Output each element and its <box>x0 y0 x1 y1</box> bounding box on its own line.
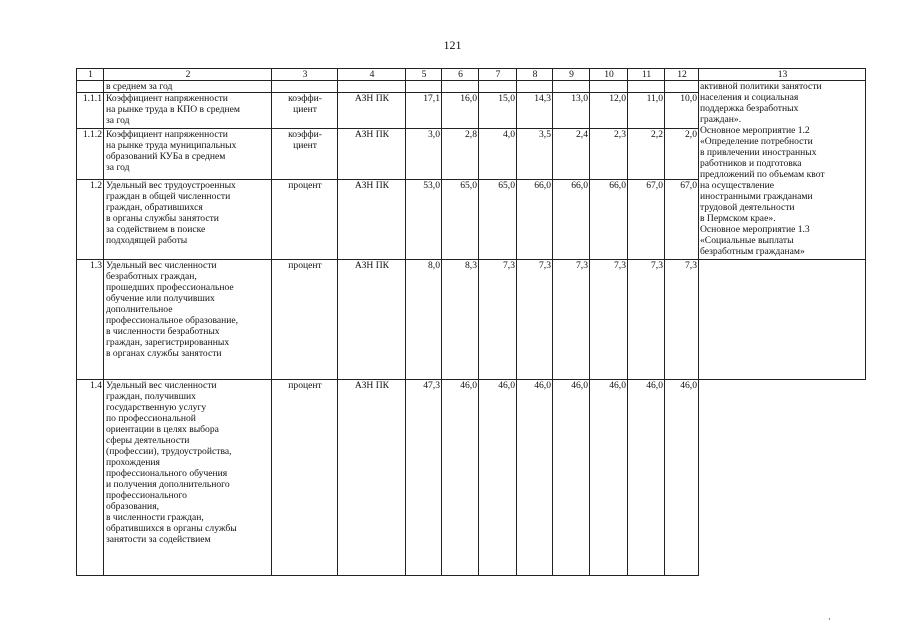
event-line: Основное мероприятие 1.2 <box>700 125 810 136</box>
event-line: активной политики занятости <box>700 81 822 92</box>
value-cell: 2,8 <box>442 129 479 180</box>
event-line: иностранными гражданами <box>700 191 813 202</box>
value-cell: 46,0 <box>590 380 628 576</box>
value-cell: 13,0 <box>553 93 590 129</box>
value-cell: 2,0 <box>665 129 699 180</box>
unit: коэффи- циент <box>272 129 338 180</box>
event-line: Основное мероприятие 1.3 <box>700 224 810 235</box>
value-cell: 8,3 <box>442 260 479 380</box>
indicators-table <box>76 68 866 576</box>
value-cell: 15,0 <box>479 93 517 129</box>
column-header: 6 <box>442 69 479 81</box>
event-line: на осуществление <box>700 180 775 191</box>
source: АЗН ПК <box>338 260 406 380</box>
indicator-name: Коэффициент напряженности на рынке труда в КПО в среднем за год <box>104 93 272 129</box>
source: АЗН ПК <box>338 180 406 260</box>
indicator-name: Удельный вес численности граждан, получивших государственную услугу по профессиональной ориентации в целях выбора сферы деятельности (профессии), трудоустройства, прохождения профессионального обучения и получения дополнительного профессионального образования, в численности граждан, обратившихся в органы службы занятости за содействием <box>104 380 272 576</box>
value-cell: 53,0 <box>406 180 442 260</box>
event-line: граждан». <box>700 114 742 125</box>
event-line: работников и подготовка <box>700 158 802 169</box>
event-line: в привлечении иностранных <box>700 147 817 158</box>
value-cell: 3,0 <box>406 129 442 180</box>
page-number: 121 <box>443 38 462 52</box>
indicator-name: Удельный вес трудоустроенных граждан в общей численности граждан, обратившихся в органы службы занятости за содействием в поиске подходящей работы <box>104 180 272 260</box>
value-cell: 11,0 <box>628 93 665 129</box>
value-cell: 10,0 <box>665 93 699 129</box>
table-row <box>77 260 866 380</box>
column-number-row <box>77 69 866 81</box>
table-row <box>77 380 866 576</box>
event-line: поддержка безработных <box>700 103 799 114</box>
column-header: 7 <box>479 69 517 81</box>
value-cell: 16,0 <box>442 93 479 129</box>
indicator-name: Удельный вес численности безработных граждан, прошедших профессиональное обучение или получивших дополнительное профессиональное образование, в численности безработных граждан, зарегистрированных в органах службы занятости <box>104 260 272 380</box>
value-cell: 67,0 <box>628 180 665 260</box>
event-line: в Пермском крае». <box>700 213 776 224</box>
value-cell: 12,0 <box>590 93 628 129</box>
value-cell: 2,3 <box>590 129 628 180</box>
source: АЗН ПК <box>338 93 406 129</box>
value-cell: 46,0 <box>553 380 590 576</box>
value-cell: 17,1 <box>406 93 442 129</box>
event-line: безработным гражданам» <box>700 246 805 257</box>
table-row <box>77 81 866 93</box>
row-number: 1.1.1 <box>77 93 104 129</box>
indicator-name: Коэффициент напряженности на рынке труда муниципальных образований КУБа в среднем за год <box>104 129 272 180</box>
value-cell: 7,3 <box>628 260 665 380</box>
event-line: населения и социальная <box>700 92 799 103</box>
value-cell: 2,4 <box>553 129 590 180</box>
value-cell: 3,5 <box>517 129 553 180</box>
value-cell: 7,3 <box>479 260 517 380</box>
source: АЗН ПК <box>338 129 406 180</box>
row-number: 1.4 <box>77 380 104 576</box>
value-cell: 4,0 <box>479 129 517 180</box>
indicator-name: в среднем за год <box>104 81 272 93</box>
event-line: предложений по объемам квот <box>700 169 825 180</box>
value-cell: 65,0 <box>479 180 517 260</box>
value-cell: 46,0 <box>665 380 699 576</box>
value-cell: 67,0 <box>665 180 699 260</box>
column-header: 4 <box>338 69 406 81</box>
row-number: 1.2 <box>77 180 104 260</box>
column-header: 11 <box>628 69 665 81</box>
value-cell: 47,3 <box>406 380 442 576</box>
event-line: «Социальные выплаты <box>700 235 794 246</box>
value-cell: 66,0 <box>517 180 553 260</box>
value-cell: 7,3 <box>517 260 553 380</box>
row-number: 1.1.2 <box>77 129 104 180</box>
column-header: 3 <box>272 69 338 81</box>
unit: процент <box>272 180 338 260</box>
row-number: 1.3 <box>77 260 104 380</box>
value-cell: 8,0 <box>406 260 442 380</box>
column-header: 8 <box>517 69 553 81</box>
unit: коэффи- циент <box>272 93 338 129</box>
value-cell: 46,0 <box>628 380 665 576</box>
unit: процент <box>272 380 338 576</box>
value-cell: 46,0 <box>517 380 553 576</box>
event-line: трудовой деятельности <box>700 202 795 213</box>
value-cell: 46,0 <box>479 380 517 576</box>
value-cell: 2,2 <box>628 129 665 180</box>
column-header: 5 <box>406 69 442 81</box>
scan-dot: · <box>828 614 831 624</box>
program-events-cell <box>699 81 866 260</box>
value-cell: 14,3 <box>517 93 553 129</box>
value-cell: 7,3 <box>590 260 628 380</box>
source: АЗН ПК <box>338 380 406 576</box>
column-header: 13 <box>699 69 866 81</box>
column-header: 10 <box>590 69 628 81</box>
value-cell: 66,0 <box>590 180 628 260</box>
column-header: 12 <box>665 69 699 81</box>
value-cell: 46,0 <box>442 380 479 576</box>
value-cell: 7,3 <box>665 260 699 380</box>
column-header: 2 <box>104 69 272 81</box>
value-cell: 7,3 <box>553 260 590 380</box>
column-header: 1 <box>77 69 104 81</box>
column-header: 9 <box>553 69 590 81</box>
event-line: «Определение потребности <box>700 136 813 147</box>
value-cell: 65,0 <box>442 180 479 260</box>
value-cell: 66,0 <box>553 180 590 260</box>
unit: процент <box>272 260 338 380</box>
